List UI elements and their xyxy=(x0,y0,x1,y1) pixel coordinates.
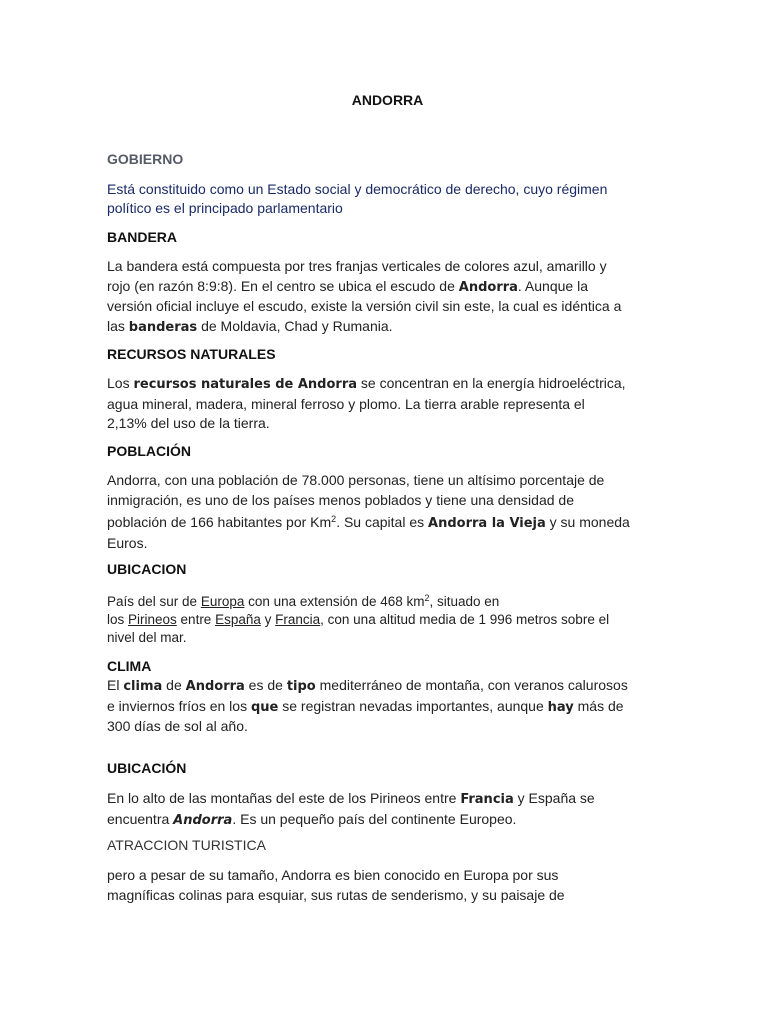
text-line xyxy=(107,789,667,810)
text-line xyxy=(107,374,667,395)
text-run: los xyxy=(107,612,129,627)
heading-clima: CLIMA xyxy=(107,658,152,674)
text-run: de Moldavia, Chad y Rumania. xyxy=(197,317,393,334)
text-line: nivel del mar. xyxy=(107,630,187,645)
paragraph-poblacion xyxy=(107,471,667,553)
text-line: 300 días de sol al año. xyxy=(107,718,248,734)
text-line: Está constituido como un Estado social y democrático de derecho, cuyo régimen xyxy=(107,181,608,197)
paragraph-clima xyxy=(107,676,667,737)
link-pirineos[interactable]: Pirineos xyxy=(128,612,177,627)
paragraph-ubicacion xyxy=(107,589,667,647)
text-run: más de xyxy=(573,697,624,714)
superscript: 2 xyxy=(331,514,337,524)
text-line: 2,13% del uso de la tierra. xyxy=(107,415,270,431)
text-line xyxy=(107,510,667,534)
bold-text: Francia xyxy=(460,792,514,807)
text-run: las xyxy=(107,317,129,334)
bold-text: recursos naturales de Andorra xyxy=(133,377,358,392)
text-run: País del sur de xyxy=(107,594,201,609)
paragraph-recursos-naturales xyxy=(107,374,667,434)
heading-poblacion: POBLACIÓN xyxy=(107,443,191,459)
text-line xyxy=(107,611,667,629)
paragraph-ubicacion-2 xyxy=(107,789,667,830)
text-run: entre xyxy=(176,612,216,627)
text-run: . Su capital es xyxy=(336,514,429,530)
paragraph-gobierno xyxy=(107,180,667,218)
bold-text: banderas xyxy=(128,319,198,335)
bold-text: tipo xyxy=(286,679,316,694)
text-line: La bandera está compuesta por tres franjas verticales de colores azul, amarillo y xyxy=(107,258,607,274)
bold-italic-text: Andorra xyxy=(173,812,233,828)
link-europa[interactable]: Europa xyxy=(200,594,245,609)
text-run: de xyxy=(162,677,186,693)
text-run: Los xyxy=(107,375,134,391)
text-run: se registran nevadas importantes, aunque xyxy=(278,697,548,714)
bold-text: que xyxy=(250,699,279,715)
heading-bandera: BANDERA xyxy=(107,229,177,245)
text-run: y su moneda xyxy=(545,514,630,530)
text-line: Andorra, con una población de 78.000 personas, tiene un altísimo porcentaje de xyxy=(107,472,605,488)
bold-text: Andorra la Vieja xyxy=(428,516,546,531)
text-run: El xyxy=(107,677,124,693)
text-run: encuentra xyxy=(107,810,174,827)
paragraph-atraccion-turistica xyxy=(107,866,667,905)
bold-text: clima xyxy=(123,679,163,694)
text-run: . Aunque la xyxy=(517,277,588,294)
heading-atraccion-turistica: ATRACCION TURISTICA xyxy=(107,837,266,853)
bold-text: Andorra xyxy=(458,279,518,295)
text-run: En lo alto de las montañas del este de los Pirineos entre xyxy=(107,790,461,806)
bold-text: hay xyxy=(547,699,574,715)
text-line xyxy=(107,277,667,298)
text-run: , situado en xyxy=(429,594,500,609)
paragraph-bandera xyxy=(107,257,667,337)
text-line xyxy=(107,697,667,718)
text-line: magníficas colinas para esquiar, sus rutas de senderismo, y su paisaje de xyxy=(107,886,565,903)
heading-gobierno: GOBIERNO xyxy=(107,151,184,167)
link-francia[interactable]: Francia xyxy=(275,612,321,627)
text-line xyxy=(107,317,667,338)
text-run: rojo (en razón 8:9:8). En el centro se ubica el escudo de xyxy=(107,277,459,294)
text-run: es de xyxy=(244,677,287,693)
text-run: , con una altitud media de 1 996 metros sobre el xyxy=(320,612,610,627)
text-line xyxy=(107,676,667,697)
text-run: e inviernos fríos en los xyxy=(107,697,251,714)
text-line: versión oficial incluye el escudo, existe la versión civil sin este, la cual es idéntica a xyxy=(107,298,622,314)
page-title: ANDORRA xyxy=(351,92,424,108)
heading-recursos-naturales: RECURSOS NATURALES xyxy=(107,346,276,362)
text-line: Euros. xyxy=(107,534,148,551)
text-run: . Es un pequeño país del continente Europeo. xyxy=(232,810,517,827)
text-run: mediterráneo de montaña, con veranos calurosos xyxy=(315,677,628,693)
text-line: inmigración, es uno de los países menos poblados y tiene una densidad de xyxy=(107,491,574,508)
bold-text: Andorra xyxy=(185,679,245,694)
text-run: con una extensión de 468 km xyxy=(244,594,425,609)
text-line xyxy=(107,589,667,611)
text-run: se concentran en la energía hidroeléctrica, xyxy=(357,375,626,391)
text-run: y España se xyxy=(513,790,595,806)
heading-ubicacion: UBICACION xyxy=(107,561,187,577)
text-line xyxy=(107,810,667,831)
text-run: población de 166 habitantes por Km xyxy=(107,514,332,530)
text-run: y xyxy=(260,612,276,627)
heading-ubicacion-2: UBICACIÓN xyxy=(107,760,187,776)
text-line: pero a pesar de su tamaño, Andorra es bien conocido en Europa por sus xyxy=(107,867,559,883)
superscript: 2 xyxy=(424,593,430,603)
link-espana[interactable]: España xyxy=(215,612,261,627)
text-line: político es el principado parlamentario xyxy=(107,200,343,216)
text-line: agua mineral, madera, mineral ferroso y plomo. La tierra arable representa el xyxy=(107,395,585,412)
